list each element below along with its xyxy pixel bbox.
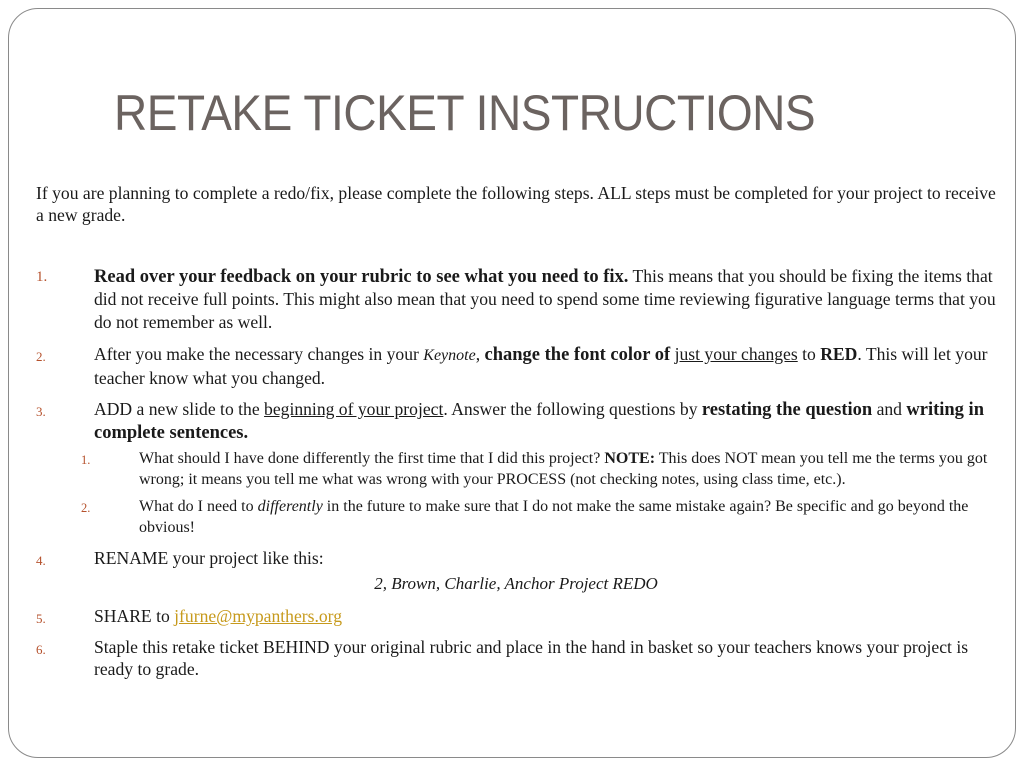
step-3-text: ADD a new slide to the [94,399,265,419]
step-4-number: 4. [36,553,46,568]
slide-title: RETAKE TICKET INSTRUCTIONS [114,85,816,141]
step-3-number: 3. [36,404,46,419]
step-5 [36,605,996,627]
step-3-underlined: beginning of your project [264,399,444,419]
email-link[interactable]: jfurne@mypanthers.org [174,606,342,626]
rename-example: 2, Brown, Charlie, Anchor Project REDO [374,574,658,593]
differently-word: differently [257,498,323,515]
step-3-sub-2-rest: in the future to make sure that I do not make the same mistake again? Be specific and go beyond the obvious! [139,498,969,536]
step-2-rest: . This will let your teacher know what you changed. [94,344,988,388]
step-3-sub-2-number: 2. [81,501,91,515]
step-5-number: 5. [36,611,46,626]
step-6-number: 6. [36,642,46,657]
step-6 [36,636,996,680]
step-1-bold: Read over your feedback on your rubric to see what you need to fix. [94,267,629,287]
step-3-sub-1-number: 1. [81,453,91,467]
step-4 [36,547,996,569]
step-3-sub-1-text: What should I have done differently the first time that I did this project? [139,450,605,467]
step-3-sub-1 [36,448,996,490]
step-3-bold-1: restating the question [701,400,873,420]
step-3 [36,398,996,444]
step-2-number: 2. [36,349,46,364]
step-6-text: Staple this retake ticket BEHIND your original rubric and place in the hand in basket so your teachers knows your project is ready to grade. [94,637,969,679]
step-3-text-b: . Answer the following questions by [443,399,702,419]
step-3-sub-2-text: What do I need to [139,498,258,515]
slide-content [36,182,996,689]
step-3-and: and [872,399,907,419]
step-2-bold: change the font color of [484,345,671,365]
step-3-sub-2 [36,496,996,538]
step-2-to: to [797,344,821,364]
step-3-bold-2: writing in complete sentences. [94,400,984,443]
step-1-number: 1. [36,269,48,285]
note-label: NOTE: [604,450,656,467]
keynote-word: Keynote [423,347,476,364]
step-2-red: RED [820,344,858,364]
step-4-text: RENAME your project like this: [94,548,324,568]
step-2-text: After you make the necessary changes in your [94,344,424,364]
step-2 [36,343,996,389]
step-3-sub-1-rest: This does NOT mean you tell me the terms you got wrong; it means you tell me what was wrong with your PROCESS (not checking notes, using class time, etc.). [139,450,988,488]
step-2-underlined: just your changes [674,344,798,364]
step-1-rest: This means that you should be fixing the items that did not receive full points. This might also mean that you need to spend some time reviewing figurative language terms that you do not remember as well. [94,266,996,332]
step-1 [36,265,996,334]
intro-paragraph: If you are planning to complete a redo/fix, please complete the following steps. ALL steps must be completed for your project to receive a new grade. [36,183,996,225]
step-5-text: SHARE to [94,606,175,626]
step-2-comma: , [475,344,485,364]
